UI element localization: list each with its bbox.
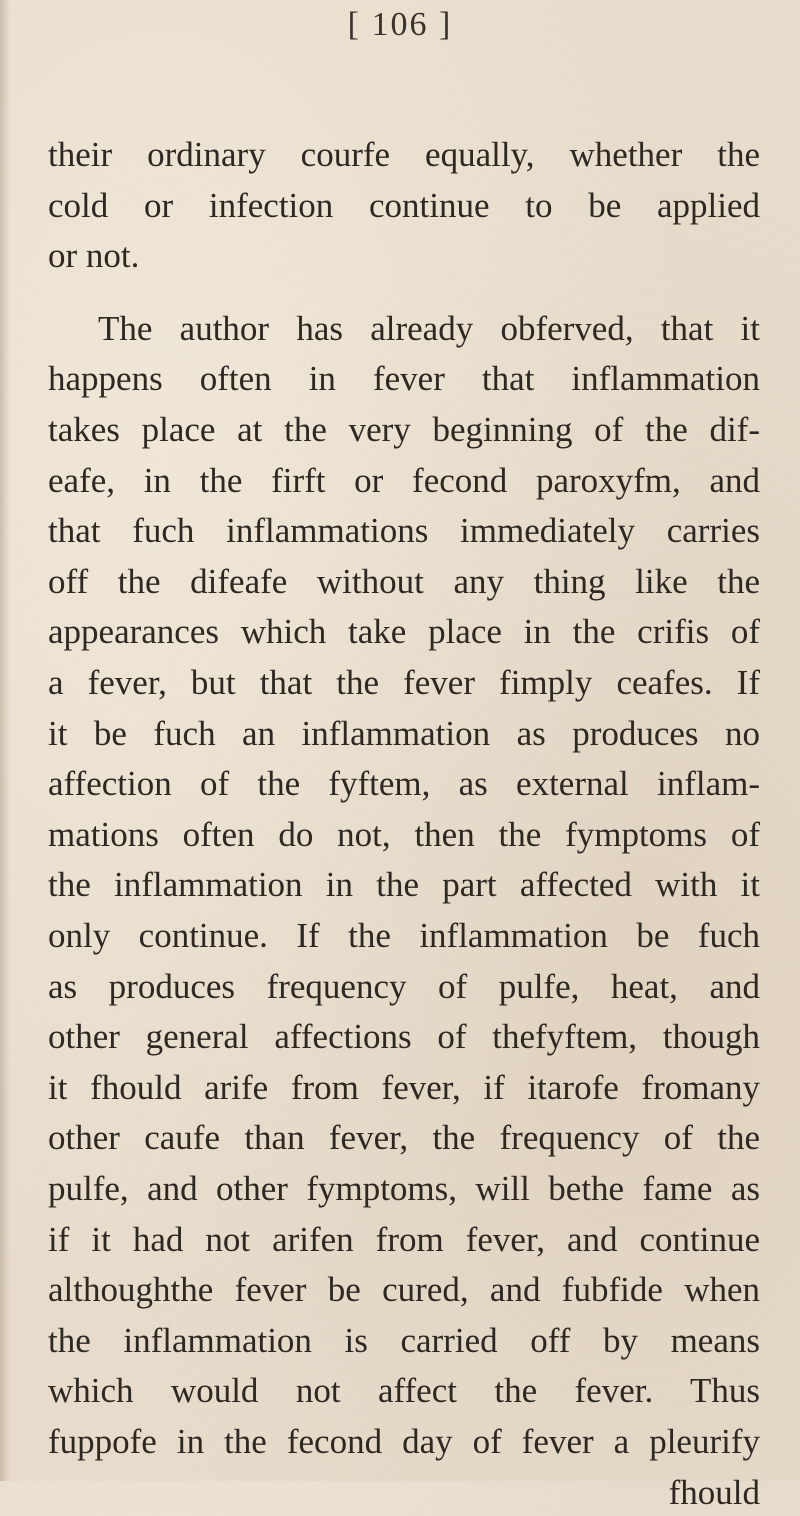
text-line: it be fuch an inflammation as produces no	[48, 714, 760, 753]
text-line: happens often in fever that inflammation	[48, 359, 760, 398]
text-line: off the difeafe without any thing like the	[48, 562, 760, 601]
text-line: as produces frequency of pulfe, heat, and	[48, 967, 760, 1006]
text-line: althoughthe fever be cured, and fubfide when	[48, 1270, 760, 1309]
text-line: other caufe than fever, the frequency of the	[48, 1118, 760, 1157]
text-line: fhould	[668, 1473, 760, 1512]
text-line: a fever, but that the fever fimply ceafes. If	[48, 663, 760, 702]
text-line: pulfe, and other fymptoms, will bethe fame as	[48, 1169, 760, 1208]
text-line: fuppofe in the fecond day of fever a pleurify	[48, 1422, 760, 1461]
text-line: which would not affect the fever. Thus	[48, 1371, 760, 1410]
text-line: affection of the fyftem, as external inflam-	[48, 764, 760, 803]
text-line: that fuch inflammations immediately carries	[48, 511, 760, 550]
text-line: appearances which take place in the crifis of	[48, 612, 760, 651]
text-line: if it had not arifen from fever, and continue	[48, 1220, 760, 1259]
text-line: mations often do not, then the fymptoms of	[48, 815, 760, 854]
page-number: [ 106 ]	[347, 6, 453, 43]
text-line: only continue. If the inflammation be fuch	[48, 916, 760, 955]
text-line: cold or infection continue to be applied	[48, 186, 760, 225]
text-line: eafe, in the firft or fecond paroxyfm, and	[48, 461, 760, 500]
text-line: The author has already obferved, that it	[98, 309, 760, 348]
text-line: it fhould arife from fever, if itarofe fromany	[48, 1068, 760, 1107]
text-line: takes place at the very beginning of the dif-	[48, 410, 760, 449]
text-line: the inflammation is carried off by means	[48, 1321, 760, 1360]
text-line: or not.	[48, 236, 140, 275]
text-line: other general affections of thefyftem, though	[48, 1017, 760, 1056]
page-edge-shadow	[0, 0, 10, 1481]
text-line: the inflammation in the part affected with it	[48, 865, 760, 904]
text-line: their ordinary courfe equally, whether the	[48, 135, 760, 174]
